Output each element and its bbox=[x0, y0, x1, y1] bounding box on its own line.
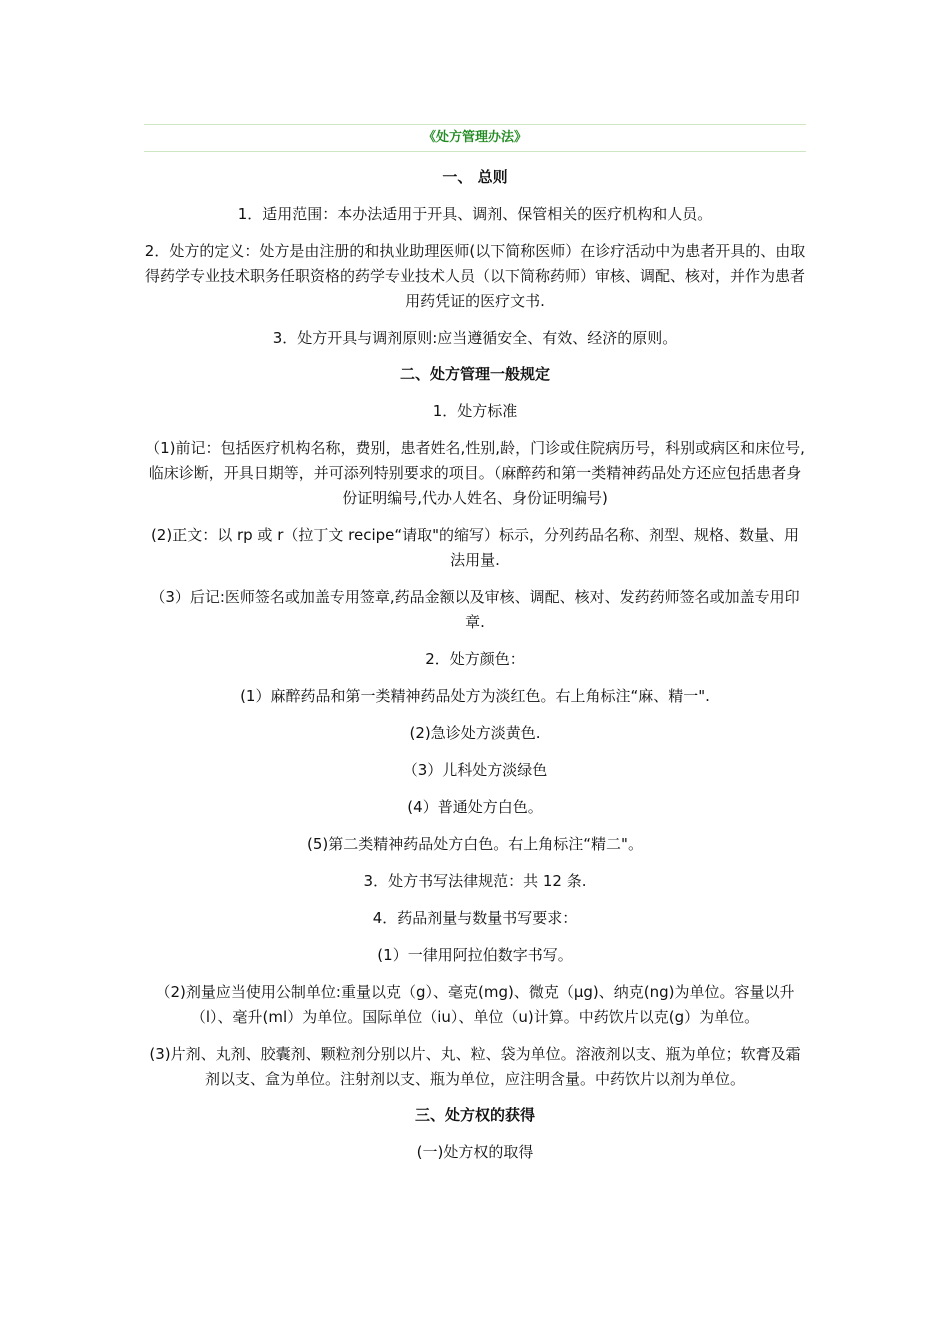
paragraph: (1）麻醉药品和第一类精神药品处方为淡红色。右上角标注“麻、精一". bbox=[240, 687, 710, 705]
document-title: 《处方管理办法》 bbox=[422, 130, 527, 145]
paragraph: (3)片剂、丸剂、胶囊剂、颗粒剂分别以片、丸、粒、袋为单位。溶液剂以支、瓶为单位；软膏及霜剂以支、盒为单位。注射剂以支、瓶为单位，应注明含量。中药饮片以剂为单位。 bbox=[149, 1045, 801, 1088]
paragraph: (2)急诊处方淡黄色. bbox=[409, 724, 541, 742]
paragraph: (1）一律用阿拉伯数字书写。 bbox=[377, 946, 573, 964]
paragraph: （3）后记:医师签名或加盖专用签章,药品金额以及审核、调配、核对、发药药师签名或加盖专用印章. bbox=[150, 588, 800, 631]
paragraph: （3）儿科处方淡绿色 bbox=[402, 761, 548, 779]
section-heading-rules: 二、处方管理一般规定 bbox=[399, 365, 550, 383]
paragraph: 2．处方的定义：处方是由注册的和执业助理医师(以下简称医师）在诊疗活动中为患者开具的、由取得药学专业技术职务任职资格的药学专业技术人员（以下简称药师）审核、调配、核对，并作为患者用药凭证的医疗文书. bbox=[144, 242, 806, 310]
section-heading-prescription-right: 三、处方权的获得 bbox=[414, 1106, 535, 1124]
paragraph: (2)正文：以 rp 或 r（拉丁文 recipe“请取"的缩写）标示，分列药品名称、剂型、规格、数量、用法用量. bbox=[150, 526, 800, 569]
paragraph: 4．药品剂量与数量书写要求： bbox=[372, 909, 578, 927]
paragraph: (4）普通处方白色。 bbox=[407, 798, 543, 816]
paragraph: 3．处方书写法律规范：共 12 条. bbox=[363, 872, 587, 890]
paragraph: 1．处方标准 bbox=[432, 402, 518, 420]
paragraph: (一)处方权的取得 bbox=[416, 1143, 534, 1161]
paragraph: 2．处方颜色： bbox=[425, 650, 525, 668]
section-heading-general: 一、 总则 bbox=[442, 168, 508, 186]
paragraph: （2)剂量应当使用公制单位:重量以克（g）、毫克(mg)、微克（μg)、纳克(ng)为单位。容量以升（l）、毫升(ml）为单位。国际单位（iu）、单位（u)计算。中药饮片以克(g）为单位。 bbox=[155, 983, 795, 1026]
paragraph: 1．适用范围：本办法适用于开具、调剂、保管相关的医疗机构和人员。 bbox=[237, 205, 713, 223]
document-title-bar bbox=[144, 124, 806, 152]
paragraph: (5)第二类精神药品处方白色。右上角标注“精二"。 bbox=[307, 835, 643, 853]
paragraph: （1)前记：包括医疗机构名称，费别，患者姓名,性别,龄，门诊或住院病历号，科别或病区和床位号,临床诊断，开具日期等，并可添列特别要求的项目。（麻醉药和第一类精神药品处方还应包括患者身份证明编号,代办人姓名、身份证明编号) bbox=[145, 439, 805, 507]
document-page bbox=[144, 124, 806, 1177]
paragraph: 3．处方开具与调剂原则:应当遵循安全、有效、经济的原则。 bbox=[272, 329, 678, 347]
